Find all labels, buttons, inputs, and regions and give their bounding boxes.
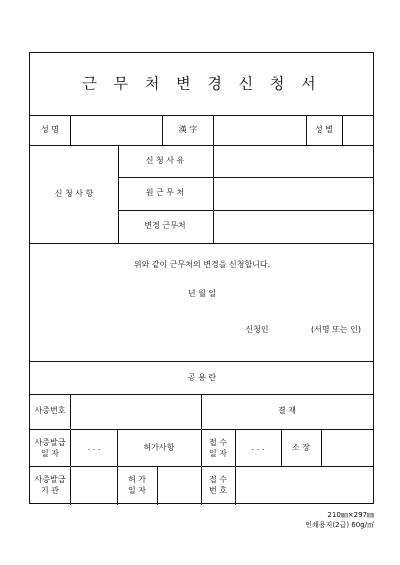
application-items-label: 신 청 사 항 [54,189,94,198]
date-line: 년 월 일 [187,289,217,298]
official-use-header: 공 용 란 [187,373,217,382]
issue-date-label: 사증발급 일 자 [34,438,66,458]
original-workplace-label: 원 근 무 처 [145,188,185,197]
chief-label: 소 장 [292,443,310,452]
signature-note: (서명 또는 인) [311,325,361,334]
receipt-date-dots: . . . [251,443,265,452]
certificate-number-label: 사증번호 [34,406,66,415]
receipt-number-label: 접 수 번 호 [209,475,227,495]
statement-text: 위와 같이 근무처의 변경을 신청합니다. [133,260,271,269]
issue-date-dots: . . . [87,443,101,452]
reason-label: 신 청 사 유 [145,156,185,165]
permit-date-label: 허 가 일 자 [128,475,146,495]
form-title: 근 무 처 변 경 신 청 서 [82,74,322,93]
paper-size-note: 210㎜×297㎜ [327,511,374,519]
application-form [29,52,374,504]
applicant-label: 신청인 [245,325,269,334]
paper-spec-note: 인쇄용지(2급) 60g/㎡ [305,521,374,529]
permit-items-label: 허가사항 [143,443,175,452]
changed-workplace-label: 변경 근무처 [144,221,186,230]
hanja-label: 漢 字 [178,125,198,134]
gender-label: 성 별 [315,125,333,134]
receipt-date-label: 접 수 일 자 [209,438,227,458]
issuing-agency-label: 사증발급 기 관 [34,475,66,495]
name-label: 성 명 [41,125,59,134]
approval-label: 결 재 [278,406,296,415]
